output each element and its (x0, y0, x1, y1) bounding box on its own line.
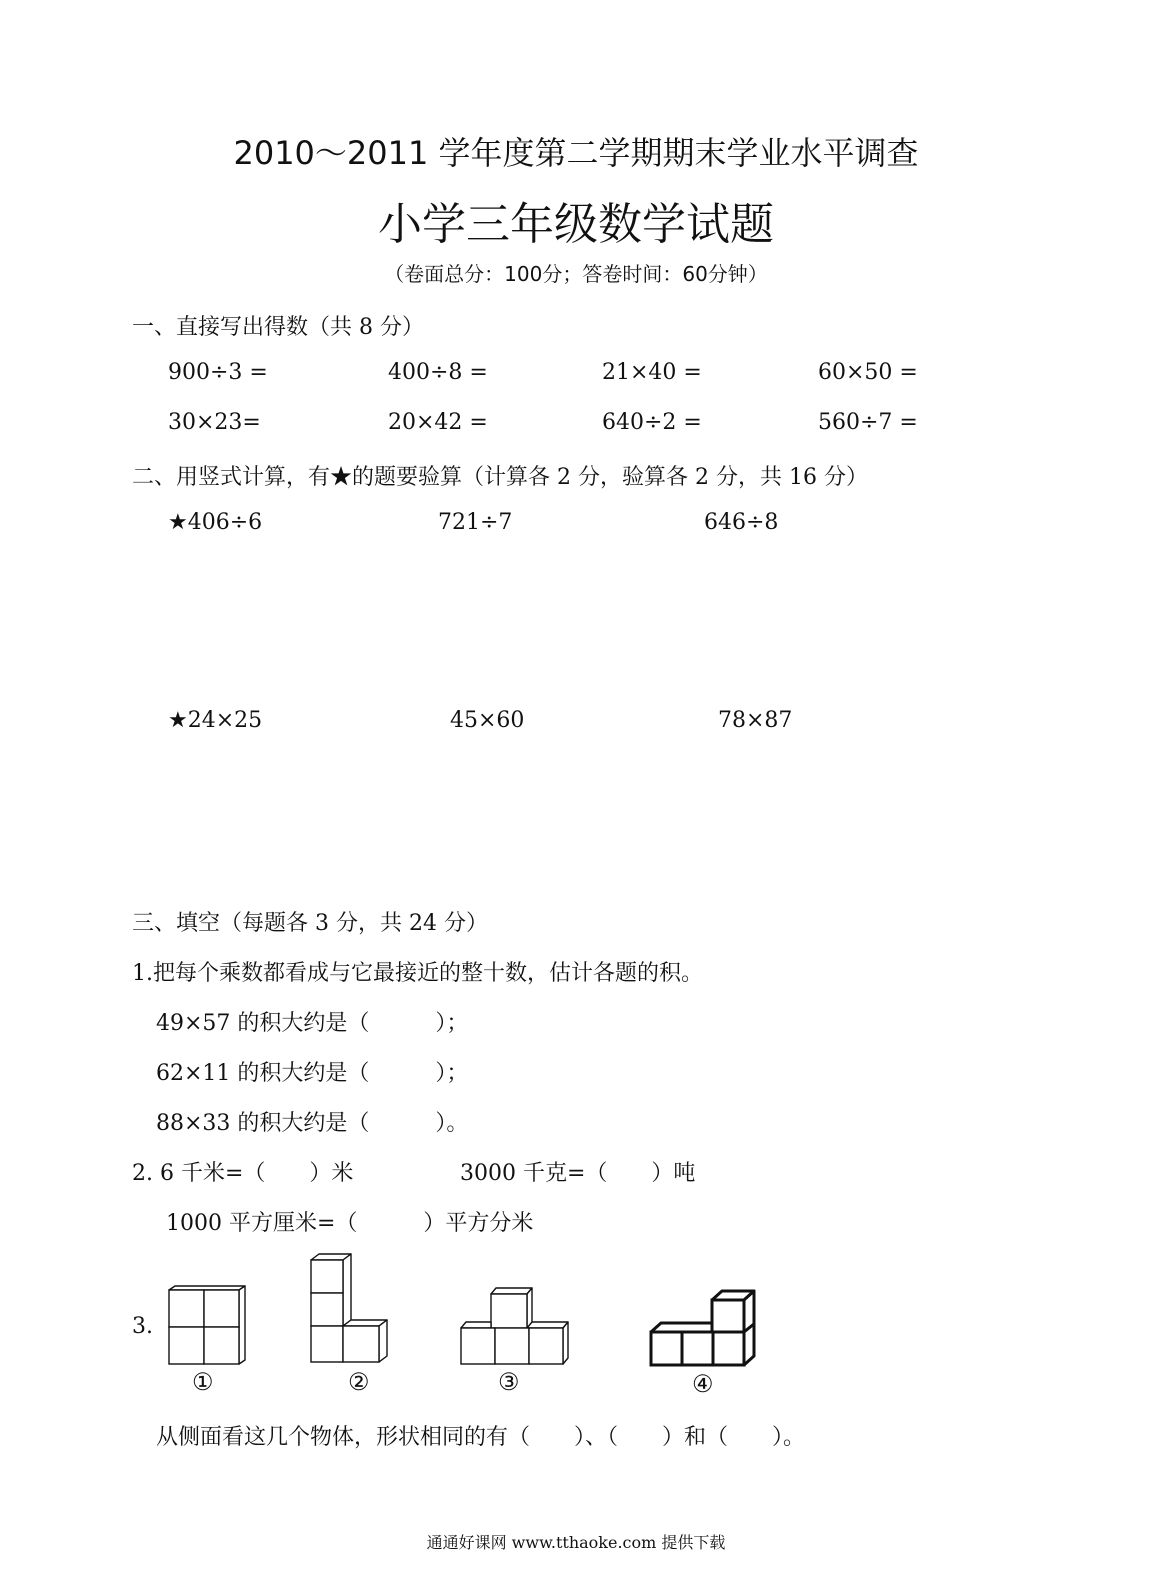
section1-problem: 21×40 = (602, 360, 702, 385)
question3-prompt: 从侧面看这几个物体，形状相同的有（ ）、（ ）和（ ）。 (156, 1425, 806, 1450)
section2-problem: ★406÷6 (168, 510, 263, 535)
section1-problem: 20×42 = (388, 410, 488, 435)
section1-problem: 640÷2 = (602, 410, 702, 435)
question3-number: 3. (132, 1314, 153, 1339)
section2-problem: 45×60 (450, 708, 525, 733)
section2-heading: 二、用竖式计算，有★的题要验算（计算各 2 分，验算各 2 分，共 16 分） (132, 465, 868, 490)
section3-heading: 三、填空（每题各 3 分，共 24 分） (132, 911, 488, 936)
section2-problem: 721÷7 (438, 510, 513, 535)
section1-problem: 60×50 = (818, 360, 918, 385)
cube-figure-3 (458, 1286, 574, 1368)
question2-line: 2. 6 千米=（ ）米 (132, 1161, 354, 1186)
section1-problem: 560÷7 = (818, 410, 918, 435)
figure-label-2: ② (348, 1368, 370, 1396)
cube-figure-2 (308, 1252, 392, 1368)
question2-line: 1000 平方厘米=（ ）平方分米 (166, 1211, 534, 1236)
section1-heading: 一、直接写出得数（共 8 分） (132, 315, 424, 340)
question1-line: 62×11 的积大约是（ ）； (156, 1061, 469, 1086)
question1-prompt: 1.把每个乘数都看成与它最接近的整十数，估计各题的积。 (132, 961, 703, 986)
section2-problem: 78×87 (718, 708, 793, 733)
footer-source: 通通好课网 www.tthaoke.com 提供下载 (426, 1533, 726, 1552)
section1-problem: 400÷8 = (388, 360, 488, 385)
figure-label-4: ④ (692, 1370, 714, 1398)
exam-title: 小学三年级数学试题 (378, 199, 774, 250)
cube-figure-1 (166, 1284, 250, 1368)
question2-line: 3000 千克=（ ）吨 (460, 1161, 696, 1186)
question1-line: 49×57 的积大约是（ ）； (156, 1011, 469, 1036)
section2-problem: ★24×25 (168, 708, 263, 733)
exam-title-line1: 2010～2011 学年度第二学期期末学业水平调查 (233, 134, 919, 172)
cube-figure-4 (648, 1288, 758, 1370)
section1-problem: 900÷3 = (168, 360, 268, 385)
section1-problem: 30×23= (168, 410, 261, 435)
exam-info: （卷面总分：100分；答卷时间：60分钟） (384, 262, 768, 286)
figure-label-1: ① (192, 1368, 214, 1396)
figure-label-3: ③ (498, 1368, 520, 1396)
question1-line: 88×33 的积大约是（ ）。 (156, 1111, 469, 1136)
section2-problem: 646÷8 (704, 510, 779, 535)
